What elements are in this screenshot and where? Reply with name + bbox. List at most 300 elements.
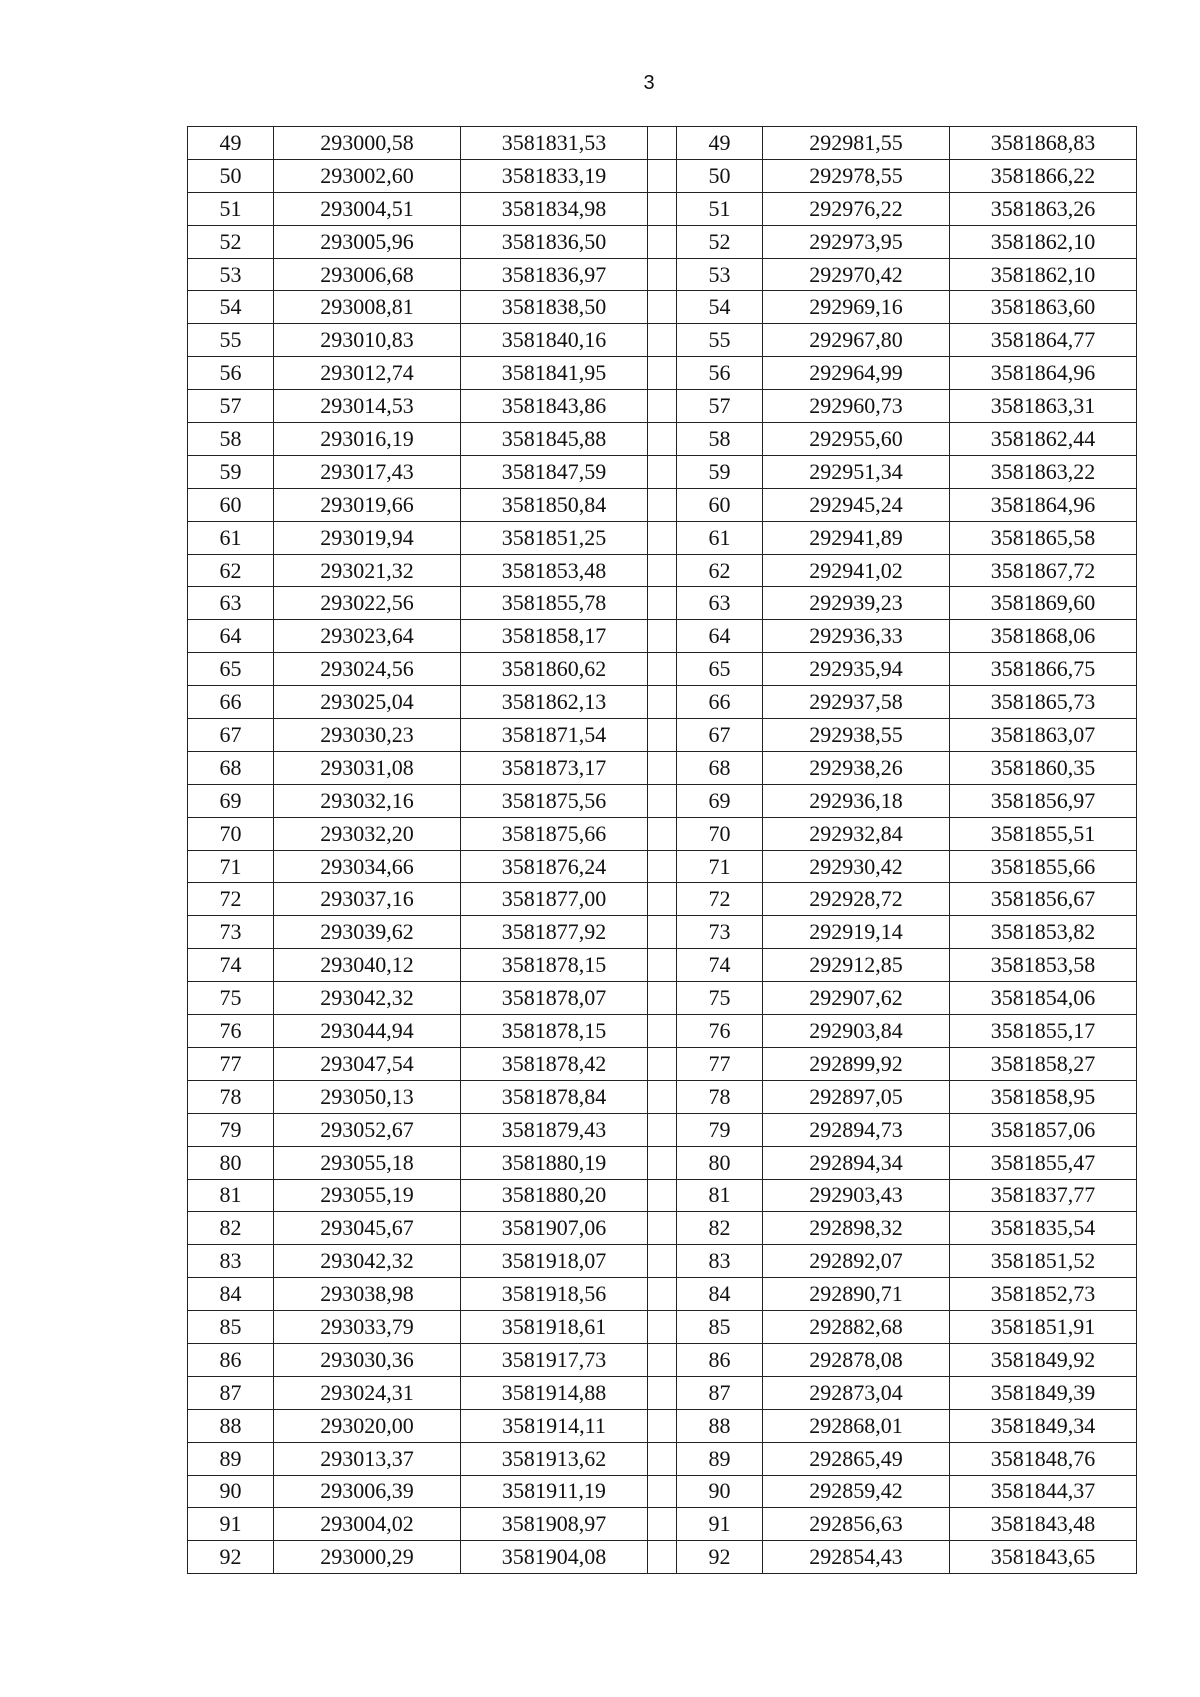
column-gap [648,850,677,883]
y-coordinate-right: 3581858,27 [950,1047,1137,1080]
point-number-left: 72 [188,883,274,916]
table-row [188,817,1137,850]
table-row [188,554,1137,587]
y-coordinate-right: 3581855,66 [950,850,1137,883]
x-coordinate-right: 292978,55 [763,159,950,192]
x-coordinate-left: 293031,08 [274,751,461,784]
column-gap [648,1146,677,1179]
point-number-left: 76 [188,1015,274,1048]
y-coordinate-left: 3581880,19 [461,1146,648,1179]
table-row [188,258,1137,291]
point-number-right: 59 [677,455,763,488]
x-coordinate-right: 292938,55 [763,719,950,752]
point-number-left: 60 [188,488,274,521]
y-coordinate-left: 3581908,97 [461,1508,648,1541]
point-number-left: 67 [188,719,274,752]
x-coordinate-right: 292951,34 [763,455,950,488]
point-number-left: 85 [188,1311,274,1344]
point-number-left: 89 [188,1442,274,1475]
column-gap [648,1278,677,1311]
x-coordinate-left: 293032,16 [274,784,461,817]
column-gap [648,1442,677,1475]
y-coordinate-right: 3581855,51 [950,817,1137,850]
point-number-left: 52 [188,225,274,258]
y-coordinate-left: 3581878,42 [461,1047,648,1080]
y-coordinate-right: 3581837,77 [950,1179,1137,1212]
table-row [188,686,1137,719]
x-coordinate-left: 293033,79 [274,1311,461,1344]
x-coordinate-left: 293019,66 [274,488,461,521]
y-coordinate-right: 3581862,44 [950,423,1137,456]
x-coordinate-left: 293030,36 [274,1343,461,1376]
x-coordinate-left: 293013,37 [274,1442,461,1475]
point-number-right: 63 [677,587,763,620]
point-number-left: 87 [188,1376,274,1409]
column-gap [648,949,677,982]
point-number-left: 62 [188,554,274,587]
x-coordinate-right: 292892,07 [763,1245,950,1278]
table-row [188,1343,1137,1376]
table-row [188,784,1137,817]
column-gap [648,455,677,488]
column-gap [648,1212,677,1245]
column-gap [648,1311,677,1344]
y-coordinate-left: 3581875,66 [461,817,648,850]
y-coordinate-left: 3581834,98 [461,192,648,225]
x-coordinate-left: 293010,83 [274,324,461,357]
y-coordinate-right: 3581863,22 [950,455,1137,488]
x-coordinate-right: 292903,84 [763,1015,950,1048]
column-gap [648,554,677,587]
point-number-left: 73 [188,916,274,949]
x-coordinate-right: 292865,49 [763,1442,950,1475]
column-gap [648,686,677,719]
x-coordinate-right: 292928,72 [763,883,950,916]
point-number-right: 62 [677,554,763,587]
table-row [188,1146,1137,1179]
column-gap [648,751,677,784]
column-gap [648,1080,677,1113]
table-row [188,291,1137,324]
x-coordinate-left: 293000,58 [274,127,461,160]
point-number-right: 68 [677,751,763,784]
y-coordinate-left: 3581875,56 [461,784,648,817]
y-coordinate-left: 3581840,16 [461,324,648,357]
y-coordinate-left: 3581878,07 [461,982,648,1015]
table-row [188,488,1137,521]
point-number-left: 64 [188,620,274,653]
point-number-left: 77 [188,1047,274,1080]
point-number-left: 83 [188,1245,274,1278]
table-row [188,620,1137,653]
x-coordinate-right: 292894,73 [763,1113,950,1146]
table-row [188,1015,1137,1048]
table-row [188,1376,1137,1409]
point-number-left: 51 [188,192,274,225]
y-coordinate-left: 3581877,00 [461,883,648,916]
y-coordinate-left: 3581836,97 [461,258,648,291]
point-number-right: 52 [677,225,763,258]
point-number-left: 75 [188,982,274,1015]
y-coordinate-left: 3581843,86 [461,390,648,423]
y-coordinate-left: 3581833,19 [461,159,648,192]
point-number-right: 85 [677,1311,763,1344]
table-row [188,1278,1137,1311]
x-coordinate-right: 292936,18 [763,784,950,817]
y-coordinate-right: 3581855,47 [950,1146,1137,1179]
point-number-left: 74 [188,949,274,982]
x-coordinate-right: 292854,43 [763,1541,950,1574]
point-number-right: 92 [677,1541,763,1574]
column-gap [648,390,677,423]
point-number-right: 88 [677,1409,763,1442]
table-row [188,159,1137,192]
y-coordinate-left: 3581853,48 [461,554,648,587]
column-gap [648,982,677,1015]
point-number-right: 49 [677,127,763,160]
column-gap [648,521,677,554]
x-coordinate-right: 292976,22 [763,192,950,225]
y-coordinate-right: 3581856,67 [950,883,1137,916]
y-coordinate-left: 3581918,07 [461,1245,648,1278]
x-coordinate-right: 292964,99 [763,357,950,390]
x-coordinate-right: 292878,08 [763,1343,950,1376]
column-gap [648,784,677,817]
y-coordinate-left: 3581880,20 [461,1179,648,1212]
y-coordinate-left: 3581831,53 [461,127,648,160]
x-coordinate-left: 293047,54 [274,1047,461,1080]
y-coordinate-right: 3581849,34 [950,1409,1137,1442]
x-coordinate-right: 292919,14 [763,916,950,949]
y-coordinate-left: 3581841,95 [461,357,648,390]
x-coordinate-left: 293044,94 [274,1015,461,1048]
x-coordinate-right: 292868,01 [763,1409,950,1442]
x-coordinate-left: 293012,74 [274,357,461,390]
point-number-right: 71 [677,850,763,883]
y-coordinate-right: 3581851,52 [950,1245,1137,1278]
point-number-left: 57 [188,390,274,423]
column-gap [648,192,677,225]
x-coordinate-left: 293006,39 [274,1475,461,1508]
y-coordinate-left: 3581904,08 [461,1541,648,1574]
column-gap [648,324,677,357]
column-gap [648,127,677,160]
table-row [188,916,1137,949]
y-coordinate-right: 3581863,26 [950,192,1137,225]
x-coordinate-right: 292898,32 [763,1212,950,1245]
coordinates-table [187,126,1137,1574]
x-coordinate-right: 292897,05 [763,1080,950,1113]
point-number-right: 78 [677,1080,763,1113]
y-coordinate-right: 3581852,73 [950,1278,1137,1311]
y-coordinate-right: 3581843,65 [950,1541,1137,1574]
point-number-left: 69 [188,784,274,817]
x-coordinate-right: 292930,42 [763,850,950,883]
x-coordinate-right: 292973,95 [763,225,950,258]
x-coordinate-right: 292882,68 [763,1311,950,1344]
point-number-right: 75 [677,982,763,1015]
point-number-left: 86 [188,1343,274,1376]
y-coordinate-right: 3581855,17 [950,1015,1137,1048]
table-row [188,653,1137,686]
x-coordinate-right: 292907,62 [763,982,950,1015]
point-number-left: 65 [188,653,274,686]
coordinates-table-body [188,127,1137,1574]
y-coordinate-right: 3581862,10 [950,258,1137,291]
point-number-left: 70 [188,817,274,850]
x-coordinate-left: 293016,19 [274,423,461,456]
column-gap [648,357,677,390]
y-coordinate-right: 3581844,37 [950,1475,1137,1508]
column-gap [648,1409,677,1442]
x-coordinate-left: 293055,19 [274,1179,461,1212]
column-gap [648,258,677,291]
point-number-right: 55 [677,324,763,357]
x-coordinate-left: 293045,67 [274,1212,461,1245]
point-number-right: 60 [677,488,763,521]
point-number-right: 64 [677,620,763,653]
y-coordinate-right: 3581856,97 [950,784,1137,817]
table-row [188,587,1137,620]
x-coordinate-left: 293014,53 [274,390,461,423]
point-number-left: 88 [188,1409,274,1442]
table-row [188,982,1137,1015]
point-number-right: 77 [677,1047,763,1080]
point-number-left: 63 [188,587,274,620]
x-coordinate-right: 292859,42 [763,1475,950,1508]
y-coordinate-right: 3581854,06 [950,982,1137,1015]
x-coordinate-left: 293022,56 [274,587,461,620]
x-coordinate-left: 293042,32 [274,1245,461,1278]
y-coordinate-left: 3581847,59 [461,455,648,488]
column-gap [648,883,677,916]
point-number-left: 53 [188,258,274,291]
table-row [188,225,1137,258]
point-number-left: 78 [188,1080,274,1113]
table-row [188,1475,1137,1508]
point-number-right: 69 [677,784,763,817]
table-row [188,455,1137,488]
point-number-right: 91 [677,1508,763,1541]
x-coordinate-left: 293021,32 [274,554,461,587]
x-coordinate-right: 292970,42 [763,258,950,291]
point-number-left: 82 [188,1212,274,1245]
y-coordinate-right: 3581865,73 [950,686,1137,719]
table-row [188,719,1137,752]
point-number-right: 70 [677,817,763,850]
x-coordinate-left: 293017,43 [274,455,461,488]
x-coordinate-right: 292938,26 [763,751,950,784]
table-row [188,390,1137,423]
point-number-right: 84 [677,1278,763,1311]
y-coordinate-right: 3581862,10 [950,225,1137,258]
page-number: 3 [643,72,655,94]
point-number-left: 71 [188,850,274,883]
table-row [188,127,1137,160]
column-gap [648,488,677,521]
y-coordinate-right: 3581866,22 [950,159,1137,192]
y-coordinate-left: 3581878,84 [461,1080,648,1113]
x-coordinate-right: 292873,04 [763,1376,950,1409]
x-coordinate-right: 292894,34 [763,1146,950,1179]
table-row [188,1541,1137,1574]
point-number-right: 82 [677,1212,763,1245]
column-gap [648,159,677,192]
table-row [188,324,1137,357]
table-row [188,1409,1137,1442]
column-gap [648,225,677,258]
x-coordinate-right: 292932,84 [763,817,950,850]
y-coordinate-right: 3581863,07 [950,719,1137,752]
x-coordinate-right: 292955,60 [763,423,950,456]
y-coordinate-left: 3581878,15 [461,949,648,982]
x-coordinate-left: 293019,94 [274,521,461,554]
column-gap [648,1508,677,1541]
y-coordinate-right: 3581865,58 [950,521,1137,554]
table-row [188,423,1137,456]
x-coordinate-left: 293052,67 [274,1113,461,1146]
column-gap [648,1179,677,1212]
y-coordinate-left: 3581914,11 [461,1409,648,1442]
x-coordinate-left: 293034,66 [274,850,461,883]
x-coordinate-left: 293008,81 [274,291,461,324]
x-coordinate-left: 293040,12 [274,949,461,982]
table-row [188,1179,1137,1212]
point-number-right: 58 [677,423,763,456]
y-coordinate-right: 3581843,48 [950,1508,1137,1541]
column-gap [648,653,677,686]
table-row [188,1080,1137,1113]
y-coordinate-right: 3581864,96 [950,357,1137,390]
y-coordinate-right: 3581869,60 [950,587,1137,620]
y-coordinate-right: 3581849,92 [950,1343,1137,1376]
point-number-right: 74 [677,949,763,982]
table-row [188,1245,1137,1278]
y-coordinate-left: 3581873,17 [461,751,648,784]
x-coordinate-left: 293006,68 [274,258,461,291]
x-coordinate-left: 293005,96 [274,225,461,258]
column-gap [648,1376,677,1409]
x-coordinate-left: 293037,16 [274,883,461,916]
table-row [188,521,1137,554]
y-coordinate-left: 3581860,62 [461,653,648,686]
column-gap [648,423,677,456]
y-coordinate-left: 3581850,84 [461,488,648,521]
point-number-right: 80 [677,1146,763,1179]
x-coordinate-right: 292912,85 [763,949,950,982]
x-coordinate-left: 293024,56 [274,653,461,686]
column-gap [648,1015,677,1048]
x-coordinate-left: 293030,23 [274,719,461,752]
x-coordinate-left: 293020,00 [274,1409,461,1442]
y-coordinate-left: 3581871,54 [461,719,648,752]
x-coordinate-left: 293004,51 [274,192,461,225]
y-coordinate-right: 3581860,35 [950,751,1137,784]
x-coordinate-right: 292890,71 [763,1278,950,1311]
y-coordinate-right: 3581864,96 [950,488,1137,521]
y-coordinate-left: 3581918,61 [461,1311,648,1344]
y-coordinate-right: 3581868,83 [950,127,1137,160]
point-number-left: 80 [188,1146,274,1179]
column-gap [648,620,677,653]
y-coordinate-right: 3581835,54 [950,1212,1137,1245]
column-gap [648,1541,677,1574]
table-row [188,751,1137,784]
point-number-right: 57 [677,390,763,423]
y-coordinate-right: 3581851,91 [950,1311,1137,1344]
point-number-right: 83 [677,1245,763,1278]
point-number-right: 79 [677,1113,763,1146]
x-coordinate-right: 292969,16 [763,291,950,324]
x-coordinate-left: 293025,04 [274,686,461,719]
point-number-right: 90 [677,1475,763,1508]
y-coordinate-left: 3581918,56 [461,1278,648,1311]
point-number-left: 81 [188,1179,274,1212]
x-coordinate-left: 293042,32 [274,982,461,1015]
point-number-right: 54 [677,291,763,324]
point-number-right: 72 [677,883,763,916]
x-coordinate-right: 292945,24 [763,488,950,521]
table-row [188,850,1137,883]
table-row [188,1047,1137,1080]
point-number-left: 49 [188,127,274,160]
y-coordinate-right: 3581864,77 [950,324,1137,357]
y-coordinate-right: 3581866,75 [950,653,1137,686]
y-coordinate-left: 3581914,88 [461,1376,648,1409]
y-coordinate-right: 3581848,76 [950,1442,1137,1475]
x-coordinate-right: 292899,92 [763,1047,950,1080]
x-coordinate-right: 292939,23 [763,587,950,620]
y-coordinate-right: 3581863,60 [950,291,1137,324]
column-gap [648,1245,677,1278]
y-coordinate-left: 3581917,73 [461,1343,648,1376]
point-number-right: 67 [677,719,763,752]
point-number-left: 90 [188,1475,274,1508]
y-coordinate-right: 3581868,06 [950,620,1137,653]
point-number-left: 61 [188,521,274,554]
point-number-right: 89 [677,1442,763,1475]
y-coordinate-left: 3581879,43 [461,1113,648,1146]
table-row [188,357,1137,390]
point-number-right: 87 [677,1376,763,1409]
point-number-right: 65 [677,653,763,686]
y-coordinate-left: 3581877,92 [461,916,648,949]
y-coordinate-left: 3581836,50 [461,225,648,258]
point-number-left: 50 [188,159,274,192]
x-coordinate-left: 293004,02 [274,1508,461,1541]
x-coordinate-right: 292967,80 [763,324,950,357]
point-number-right: 53 [677,258,763,291]
point-number-left: 66 [188,686,274,719]
y-coordinate-right: 3581858,95 [950,1080,1137,1113]
point-number-left: 56 [188,357,274,390]
table-row [188,1311,1137,1344]
table-row [188,192,1137,225]
point-number-left: 91 [188,1508,274,1541]
column-gap [648,1047,677,1080]
x-coordinate-left: 293002,60 [274,159,461,192]
y-coordinate-left: 3581838,50 [461,291,648,324]
table-row [188,1508,1137,1541]
x-coordinate-left: 293039,62 [274,916,461,949]
x-coordinate-right: 292941,89 [763,521,950,554]
x-coordinate-right: 292960,73 [763,390,950,423]
x-coordinate-left: 293024,31 [274,1376,461,1409]
point-number-right: 76 [677,1015,763,1048]
point-number-right: 81 [677,1179,763,1212]
y-coordinate-left: 3581913,62 [461,1442,648,1475]
point-number-left: 59 [188,455,274,488]
